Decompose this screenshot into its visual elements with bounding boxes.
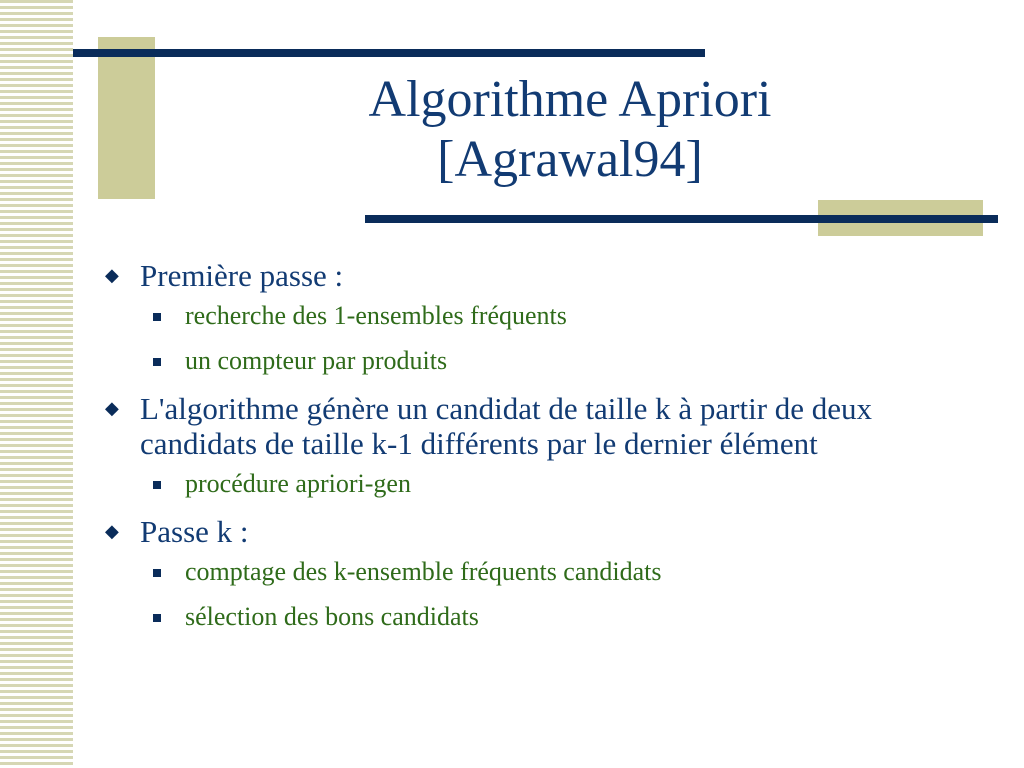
diamond-bullet-icon: ◆ (105, 265, 119, 285)
bullet-item-level1 (105, 391, 985, 461)
bullet-text: Passe k : (140, 514, 249, 549)
slide-title (220, 70, 920, 190)
title-rule-bottom (365, 215, 998, 223)
bullet-text: L'algorithme génère un candidat de taille k à partir de deux candidats de taille k-1 différents par le dernier élément (140, 391, 873, 461)
bullet-text: comptage des k-ensemble fréquents candidats (185, 557, 662, 586)
square-bullet-icon (153, 358, 161, 366)
square-bullet-icon (153, 313, 161, 321)
title-accent-block-top (98, 37, 155, 199)
left-stripe-decoration (0, 0, 73, 768)
bullet-item-level2 (105, 602, 985, 632)
slide-title-line-2: [Agrawal94] (437, 131, 703, 188)
square-bullet-icon (153, 481, 161, 489)
bullet-item-level1 (105, 514, 985, 549)
square-bullet-icon (153, 614, 161, 622)
bullet-item-level2 (105, 301, 985, 331)
bullet-item-level2 (105, 469, 985, 499)
bullet-text: procédure apriori-gen (185, 469, 411, 498)
square-bullet-icon (153, 569, 161, 577)
bullet-text: un compteur par produits (185, 346, 448, 375)
title-rule-top (73, 49, 705, 57)
bullet-list (105, 258, 985, 647)
bullet-item-level1 (105, 258, 985, 293)
bullet-item-level2 (105, 346, 985, 376)
bullet-text: recherche des 1-ensembles fréquents (185, 301, 567, 330)
bullet-text: sélection des bons candidats (185, 602, 479, 631)
bullet-text: Première passe : (140, 258, 344, 293)
diamond-bullet-icon: ◆ (105, 398, 119, 418)
slide-title-line-1: Algorithme Apriori (368, 71, 772, 128)
bullet-item-level2 (105, 557, 985, 587)
diamond-bullet-icon: ◆ (105, 521, 119, 541)
